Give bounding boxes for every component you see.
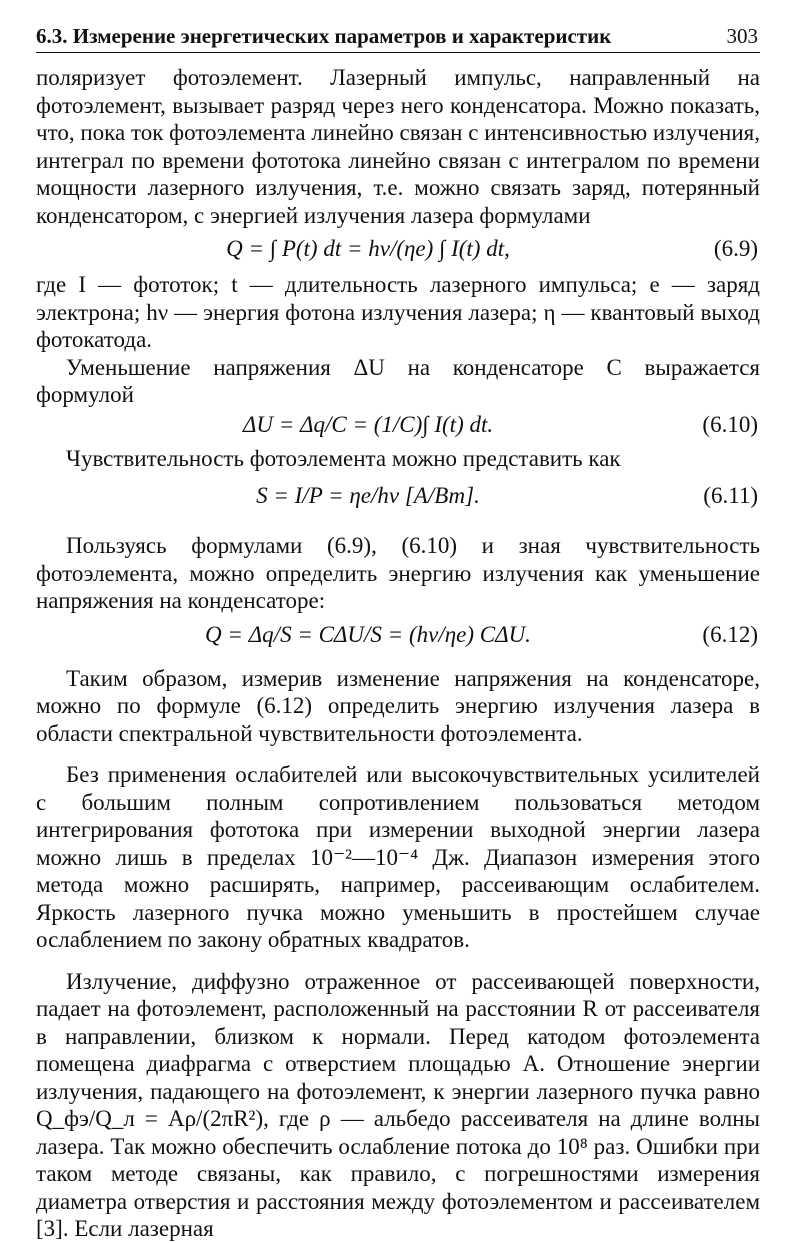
equation-6-10	[36, 409, 760, 445]
equation-6-12	[36, 615, 760, 657]
paragraph-3: Уменьшение напряжения ΔU на конденсаторе C выражается формулой	[36, 354, 760, 407]
body-text	[36, 64, 760, 1243]
equation-formula: Q = Δq/S = CΔU/S = (hν/ηe) CΔU.	[205, 621, 531, 647]
equation-6-9	[36, 229, 760, 271]
paragraph-6: Таким образом, измерив изменение напряжения на конденсаторе, можно по формуле (6.12) определить энергию излучения лазера в области спектральной чувствительности фотоэлемента.	[36, 665, 760, 746]
equation-formula: ΔU = Δq/C = (1/C)∫ I(t) dt.	[242, 411, 494, 437]
equation-formula: Q = ∫ P(t) dt = hν/(ηe) ∫ I(t) dt,	[226, 236, 510, 261]
equation-number: (6.10)	[702, 411, 758, 437]
section-title: 6.3. Измерение энергетических параметров и характеристик	[36, 24, 612, 48]
equation-formula: S = I/P = ηe/hν [А/Вт].	[256, 483, 480, 508]
paragraph-7: Без применения ослабителей или высокочувствительных усилителей с большим полным сопротивлением пользоваться методом интегрирования фототока при измерении выходной энергии лазера можно лишь в пределах 10⁻²—10⁻⁴ Дж. Диапазон измерения этого метода можно расширять, например, рассеивающим ослабителем. Яркость лазерного пучка можно уменьшить в простейшем случае ослаблением по закону обратных квадратов.	[36, 762, 760, 952]
equation-6-11	[36, 472, 760, 518]
paragraph-5: Пользуясь формулами (6.9), (6.10) и зная чувствительность фотоэлемента, можно определить энергию излучения как уменьшение напряжения на конденсаторе:	[36, 533, 760, 613]
page-number: 303	[726, 24, 758, 48]
paragraph-2: где I — фототок; t — длительность лазерного импульса; e — заряд электрона; hν — энергия фотона излучения лазера; η — квантовый выход фотокатода.	[36, 272, 760, 352]
running-header	[36, 22, 760, 53]
equation-number: (6.12)	[702, 621, 758, 647]
paragraph-4: Чувствительность фотоэлемента можно представить как	[66, 445, 621, 471]
paragraph-8: Излучение, диффузно отраженное от рассеивающей поверхности, падает на фотоэлемент, расположенный на расстоянии R от рассеивателя в направлении, близком к нормали. Перед катодом фотоэлемента помещена диафрагма с отверстием площадью A. Отношение энергии излучения, падающего на фотоэлемент, к энергии лазерного пучка равно Q_фэ/Q_л = Aρ/(2πR²), где ρ — альбедо рассеивателя на длине волны лазера. Так можно обеспечить ослабление потока до 10⁸ раз. Ошибки при таком методе связаны, как правило, с погрешностями измерения диаметра отверстия и расстояния между фотоэлементом и рассеивателем [3]. Если лазерная	[36, 968, 760, 1241]
equation-number: (6.9)	[713, 236, 758, 261]
equation-number: (6.11)	[703, 483, 758, 508]
paragraph-1: поляризует фотоэлемент. Лазерный импульс, направленный на фотоэлемент, вызывает разряд через него конденсатора. Можно показать, что, пока ток фотоэлемента линейно связан с интенсивностью излучения, интеграл по времени фототока линейно связан с интегралом по времени мощности лазерного излучения, т.е. можно связать заряд, потерянный конденсатором, с энергией излучения лазера формулами	[36, 65, 760, 228]
